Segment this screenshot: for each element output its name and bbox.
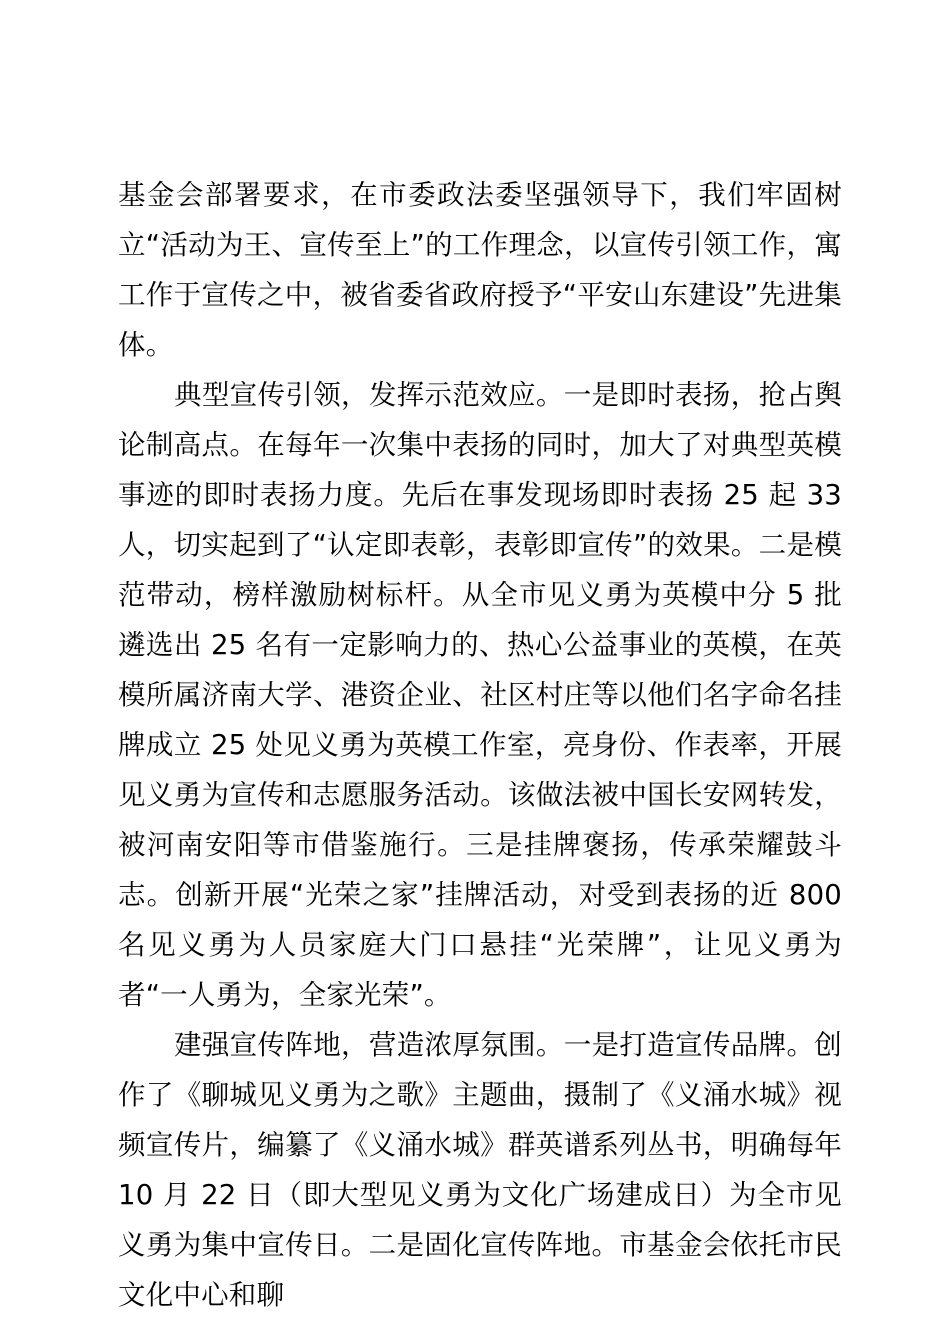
paragraph-3: 建强宣传阵地，营造浓厚氛围。一是打造宣传品牌。创作了《聊城见义勇为之歌》主题曲，摄制了《义涌水城》视频宣传片，编纂了《义涌水城》群英谱系列丛书，明确每年 10 月 22 日（即大型见义勇为文化广场建成日）为全市见义勇为集中宣传日。二是固化宣传阵地。市基金会依托市民文化中心和聊 xyxy=(118,1029,842,1311)
document-body xyxy=(118,170,842,1320)
paragraph-2: 典型宣传引领，发挥示范效应。一是即时表扬，抢占舆论制高点。在每年一次集中表扬的同时，加大了对典型英模事迹的即时表扬力度。先后在事发现场即时表扬 25 起 33 人，切实起到了“认定即表彰，表彰即宣传”的效果。二是模范带动，榜样激励树标杆。从全市见义勇为英模中分 5 批遴选出 25 名有一定影响力的、热心公益事业的英模，在英模所属济南大学、港资企业、社区村庄等以他们名字命名挂牌成立 25 处见义勇为英模工作室，亮身份、作表率，开展见义勇为宣传和志愿服务活动。该做法被中国长安网转发，被河南安阳等市借鉴施行。三是挂牌褒扬，传承荣耀鼓斗志。创新开展“光荣之家”挂牌活动，对受到表扬的近 800 名见义勇为人员家庭大门口悬挂“光荣牌”，让见义勇为者“一人勇为，全家光荣”。 xyxy=(118,379,842,1011)
paragraph-1: 基金会部署要求，在市委政法委坚强领导下，我们牢固树立“活动为王、宣传至上”的工作理念，以宣传引领工作，寓工作于宣传之中，被省委省政府授予“平安山东建设”先进集体。 xyxy=(118,179,842,361)
